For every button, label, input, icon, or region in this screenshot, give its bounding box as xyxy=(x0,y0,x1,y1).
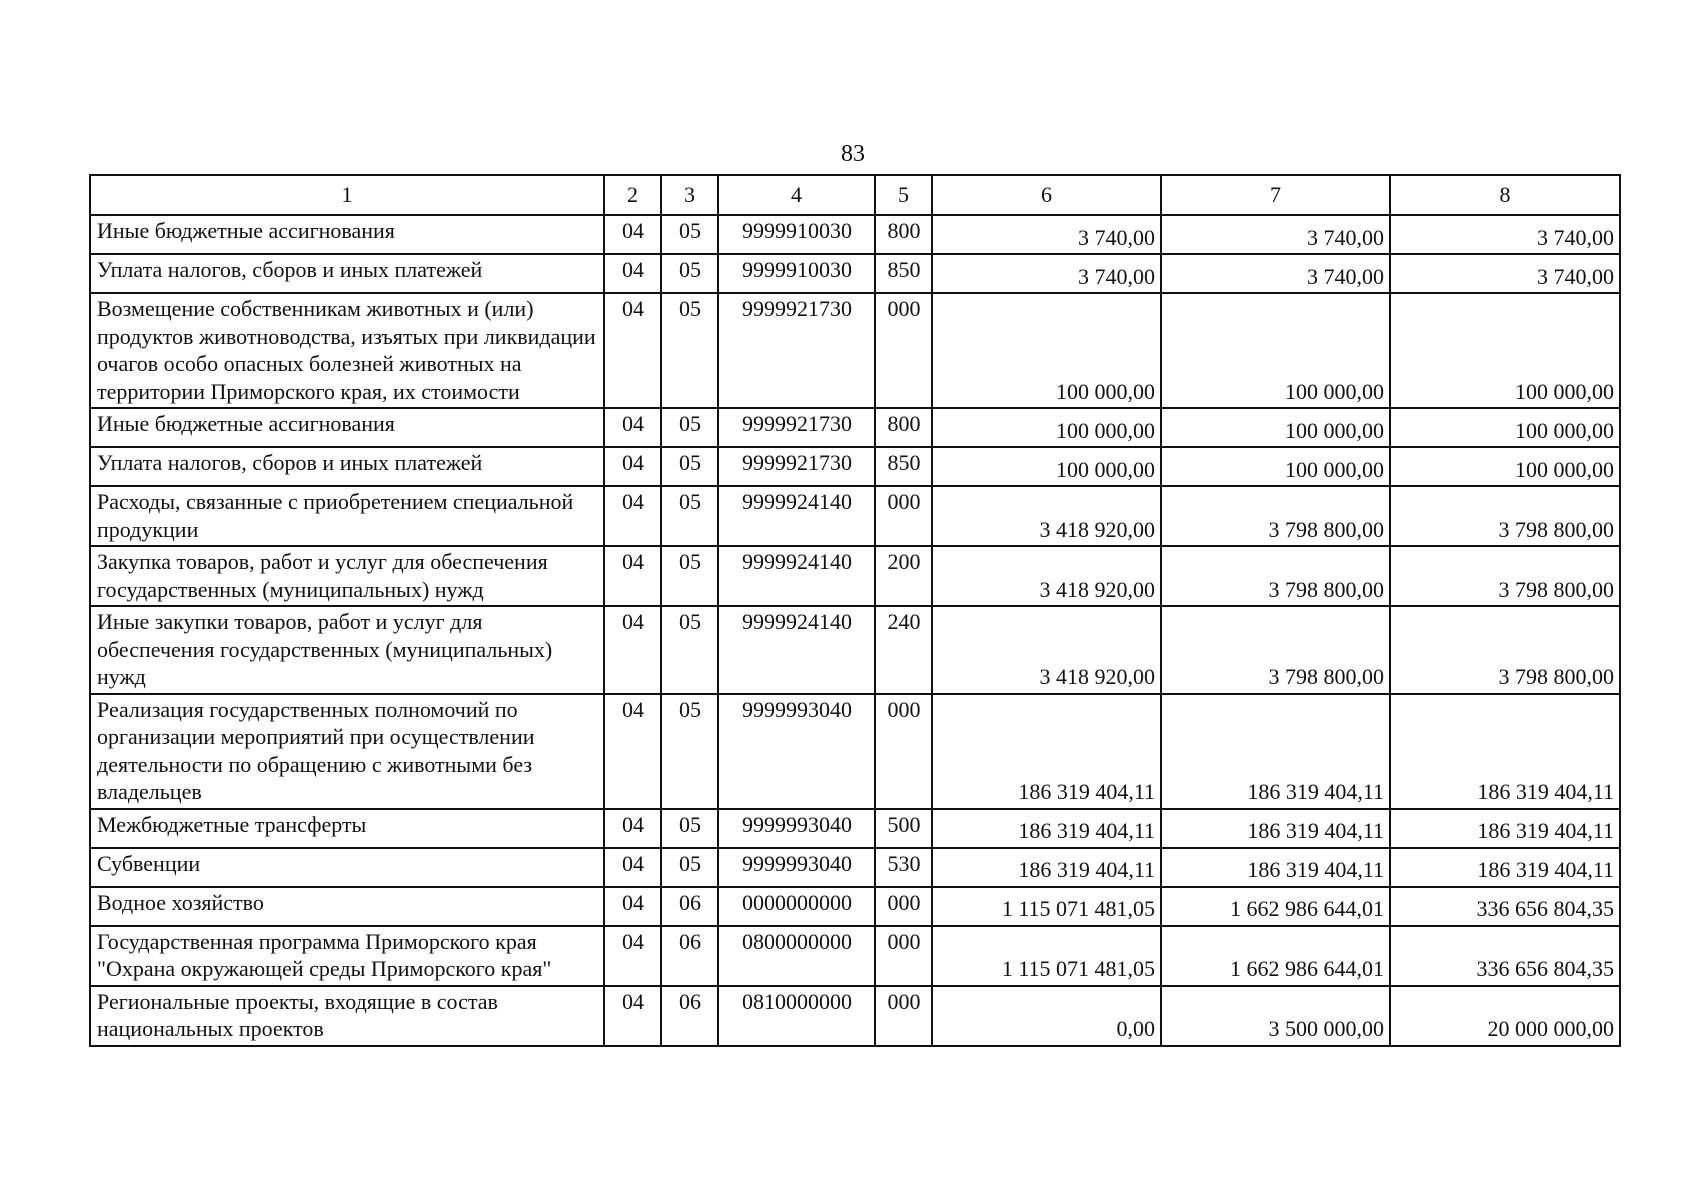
header-cell-8: 8 xyxy=(1390,175,1620,215)
row-name-cell: Региональные проекты, входящие в состав национальных проектов xyxy=(90,986,604,1046)
row-subsection-cell: 05 xyxy=(661,254,718,293)
header-cell-4: 4 xyxy=(718,175,875,215)
header-cell-6: 6 xyxy=(932,175,1161,215)
row-amount-7-cell: 186 319 404,11 xyxy=(1161,694,1390,809)
row-amount-8-cell: 336 656 804,35 xyxy=(1390,887,1620,926)
row-expense-type-cell: 500 xyxy=(875,809,932,848)
row-amount-7-cell: 3 740,00 xyxy=(1161,215,1390,254)
row-amount-8-cell: 3 740,00 xyxy=(1390,215,1620,254)
row-expense-type-cell: 000 xyxy=(875,986,932,1046)
row-amount-8-cell: 100 000,00 xyxy=(1390,293,1620,408)
row-target-article-cell: 9999921730 xyxy=(718,408,875,447)
row-section-cell: 04 xyxy=(604,887,661,926)
row-name-cell: Государственная программа Приморского края "Охрана окружающей среды Приморского края" xyxy=(90,926,604,986)
row-amount-7-cell: 100 000,00 xyxy=(1161,408,1390,447)
row-amount-8-cell: 3 798 800,00 xyxy=(1390,546,1620,606)
row-name-cell: Возмещение собственникам животных и (или) продуктов животноводства, изъятых при ликвидации очагов особо опасных болезней животных на территории Приморского края, их стоимости xyxy=(90,293,604,408)
row-amount-6-cell: 186 319 404,11 xyxy=(932,694,1161,809)
header-row xyxy=(90,175,1620,215)
row-amount-6-cell: 0,00 xyxy=(932,986,1161,1046)
row-amount-7-cell: 100 000,00 xyxy=(1161,447,1390,486)
row-subsection-cell: 05 xyxy=(661,606,718,694)
row-subsection-cell: 05 xyxy=(661,848,718,887)
row-expense-type-cell: 530 xyxy=(875,848,932,887)
row-amount-8-cell: 186 319 404,11 xyxy=(1390,809,1620,848)
row-subsection-cell: 05 xyxy=(661,293,718,408)
table-row xyxy=(90,986,1620,1046)
row-section-cell: 04 xyxy=(604,694,661,809)
row-subsection-cell: 05 xyxy=(661,215,718,254)
page-number: 83 xyxy=(841,141,865,167)
header-cell-3: 3 xyxy=(661,175,718,215)
row-subsection-cell: 06 xyxy=(661,986,718,1046)
row-amount-8-cell: 336 656 804,35 xyxy=(1390,926,1620,986)
row-target-article-cell: 9999924140 xyxy=(718,606,875,694)
row-amount-8-cell: 3 798 800,00 xyxy=(1390,606,1620,694)
row-expense-type-cell: 000 xyxy=(875,486,932,546)
row-name-cell: Расходы, связанные с приобретением специальной продукции xyxy=(90,486,604,546)
row-expense-type-cell: 200 xyxy=(875,546,932,606)
table-row xyxy=(90,606,1620,694)
row-amount-8-cell: 186 319 404,11 xyxy=(1390,694,1620,809)
row-section-cell: 04 xyxy=(604,606,661,694)
row-target-article-cell: 9999921730 xyxy=(718,447,875,486)
row-amount-6-cell: 3 740,00 xyxy=(932,215,1161,254)
row-section-cell: 04 xyxy=(604,848,661,887)
row-section-cell: 04 xyxy=(604,447,661,486)
row-name-cell: Иные закупки товаров, работ и услуг для обеспечения государственных (муниципальных) нужд xyxy=(90,606,604,694)
row-amount-8-cell: 186 319 404,11 xyxy=(1390,848,1620,887)
row-amount-8-cell: 20 000 000,00 xyxy=(1390,986,1620,1046)
table-row xyxy=(90,809,1620,848)
row-amount-6-cell: 3 418 920,00 xyxy=(932,546,1161,606)
row-amount-7-cell: 100 000,00 xyxy=(1161,293,1390,408)
row-amount-7-cell: 3 740,00 xyxy=(1161,254,1390,293)
table-row xyxy=(90,926,1620,986)
row-amount-6-cell: 100 000,00 xyxy=(932,447,1161,486)
row-target-article-cell: 9999993040 xyxy=(718,809,875,848)
row-expense-type-cell: 800 xyxy=(875,215,932,254)
row-section-cell: 04 xyxy=(604,546,661,606)
row-target-article-cell: 9999910030 xyxy=(718,254,875,293)
row-name-cell: Иные бюджетные ассигнования xyxy=(90,408,604,447)
row-amount-8-cell: 3 740,00 xyxy=(1390,254,1620,293)
row-expense-type-cell: 800 xyxy=(875,408,932,447)
row-target-article-cell: 0810000000 xyxy=(718,986,875,1046)
row-name-cell: Закупка товаров, работ и услуг для обеспечения государственных (муниципальных) нужд xyxy=(90,546,604,606)
row-expense-type-cell: 240 xyxy=(875,606,932,694)
row-section-cell: 04 xyxy=(604,926,661,986)
table-row xyxy=(90,254,1620,293)
budget-table xyxy=(89,174,1621,1047)
row-expense-type-cell: 850 xyxy=(875,447,932,486)
row-amount-8-cell: 100 000,00 xyxy=(1390,408,1620,447)
header-cell-7: 7 xyxy=(1161,175,1390,215)
row-amount-6-cell: 100 000,00 xyxy=(932,293,1161,408)
row-subsection-cell: 06 xyxy=(661,926,718,986)
row-name-cell: Реализация государственных полномочий по организации мероприятий при осуществлении деятельности по обращению с животными без владельцев xyxy=(90,694,604,809)
table-row xyxy=(90,694,1620,809)
row-section-cell: 04 xyxy=(604,486,661,546)
row-expense-type-cell: 850 xyxy=(875,254,932,293)
row-expense-type-cell: 000 xyxy=(875,926,932,986)
row-subsection-cell: 05 xyxy=(661,694,718,809)
header-cell-5: 5 xyxy=(875,175,932,215)
row-subsection-cell: 05 xyxy=(661,408,718,447)
row-name-cell: Уплата налогов, сборов и иных платежей xyxy=(90,447,604,486)
row-section-cell: 04 xyxy=(604,986,661,1046)
row-amount-6-cell: 1 115 071 481,05 xyxy=(932,887,1161,926)
row-amount-8-cell: 3 798 800,00 xyxy=(1390,486,1620,546)
row-amount-6-cell: 3 418 920,00 xyxy=(932,486,1161,546)
row-subsection-cell: 05 xyxy=(661,546,718,606)
row-section-cell: 04 xyxy=(604,809,661,848)
row-target-article-cell: 9999924140 xyxy=(718,546,875,606)
row-subsection-cell: 05 xyxy=(661,486,718,546)
row-amount-6-cell: 100 000,00 xyxy=(932,408,1161,447)
row-amount-7-cell: 3 798 800,00 xyxy=(1161,606,1390,694)
row-target-article-cell: 0000000000 xyxy=(718,887,875,926)
row-target-article-cell: 9999993040 xyxy=(718,694,875,809)
row-subsection-cell: 05 xyxy=(661,809,718,848)
header-cell-1: 1 xyxy=(90,175,604,215)
table-row xyxy=(90,293,1620,408)
row-amount-7-cell: 3 500 000,00 xyxy=(1161,986,1390,1046)
row-section-cell: 04 xyxy=(604,293,661,408)
row-name-cell: Водное хозяйство xyxy=(90,887,604,926)
row-name-cell: Субвенции xyxy=(90,848,604,887)
row-amount-6-cell: 3 740,00 xyxy=(932,254,1161,293)
row-amount-7-cell: 1 662 986 644,01 xyxy=(1161,887,1390,926)
row-subsection-cell: 06 xyxy=(661,887,718,926)
row-target-article-cell: 9999910030 xyxy=(718,215,875,254)
row-amount-7-cell: 186 319 404,11 xyxy=(1161,809,1390,848)
row-target-article-cell: 0800000000 xyxy=(718,926,875,986)
row-expense-type-cell: 000 xyxy=(875,293,932,408)
table-row xyxy=(90,546,1620,606)
row-expense-type-cell: 000 xyxy=(875,694,932,809)
row-target-article-cell: 9999924140 xyxy=(718,486,875,546)
table-row xyxy=(90,486,1620,546)
row-section-cell: 04 xyxy=(604,215,661,254)
row-expense-type-cell: 000 xyxy=(875,887,932,926)
row-section-cell: 04 xyxy=(604,254,661,293)
header-cell-2: 2 xyxy=(604,175,661,215)
table-row xyxy=(90,215,1620,254)
row-section-cell: 04 xyxy=(604,408,661,447)
row-amount-7-cell: 186 319 404,11 xyxy=(1161,848,1390,887)
row-amount-7-cell: 1 662 986 644,01 xyxy=(1161,926,1390,986)
table-row xyxy=(90,408,1620,447)
row-target-article-cell: 9999993040 xyxy=(718,848,875,887)
table-row xyxy=(90,447,1620,486)
row-amount-6-cell: 186 319 404,11 xyxy=(932,848,1161,887)
row-name-cell: Межбюджетные трансферты xyxy=(90,809,604,848)
row-name-cell: Иные бюджетные ассигнования xyxy=(90,215,604,254)
table-row xyxy=(90,848,1620,887)
row-amount-6-cell: 1 115 071 481,05 xyxy=(932,926,1161,986)
row-amount-8-cell: 100 000,00 xyxy=(1390,447,1620,486)
row-name-cell: Уплата налогов, сборов и иных платежей xyxy=(90,254,604,293)
table-row xyxy=(90,887,1620,926)
row-amount-7-cell: 3 798 800,00 xyxy=(1161,546,1390,606)
row-subsection-cell: 05 xyxy=(661,447,718,486)
row-amount-6-cell: 3 418 920,00 xyxy=(932,606,1161,694)
row-amount-6-cell: 186 319 404,11 xyxy=(932,809,1161,848)
row-amount-7-cell: 3 798 800,00 xyxy=(1161,486,1390,546)
row-target-article-cell: 9999921730 xyxy=(718,293,875,408)
